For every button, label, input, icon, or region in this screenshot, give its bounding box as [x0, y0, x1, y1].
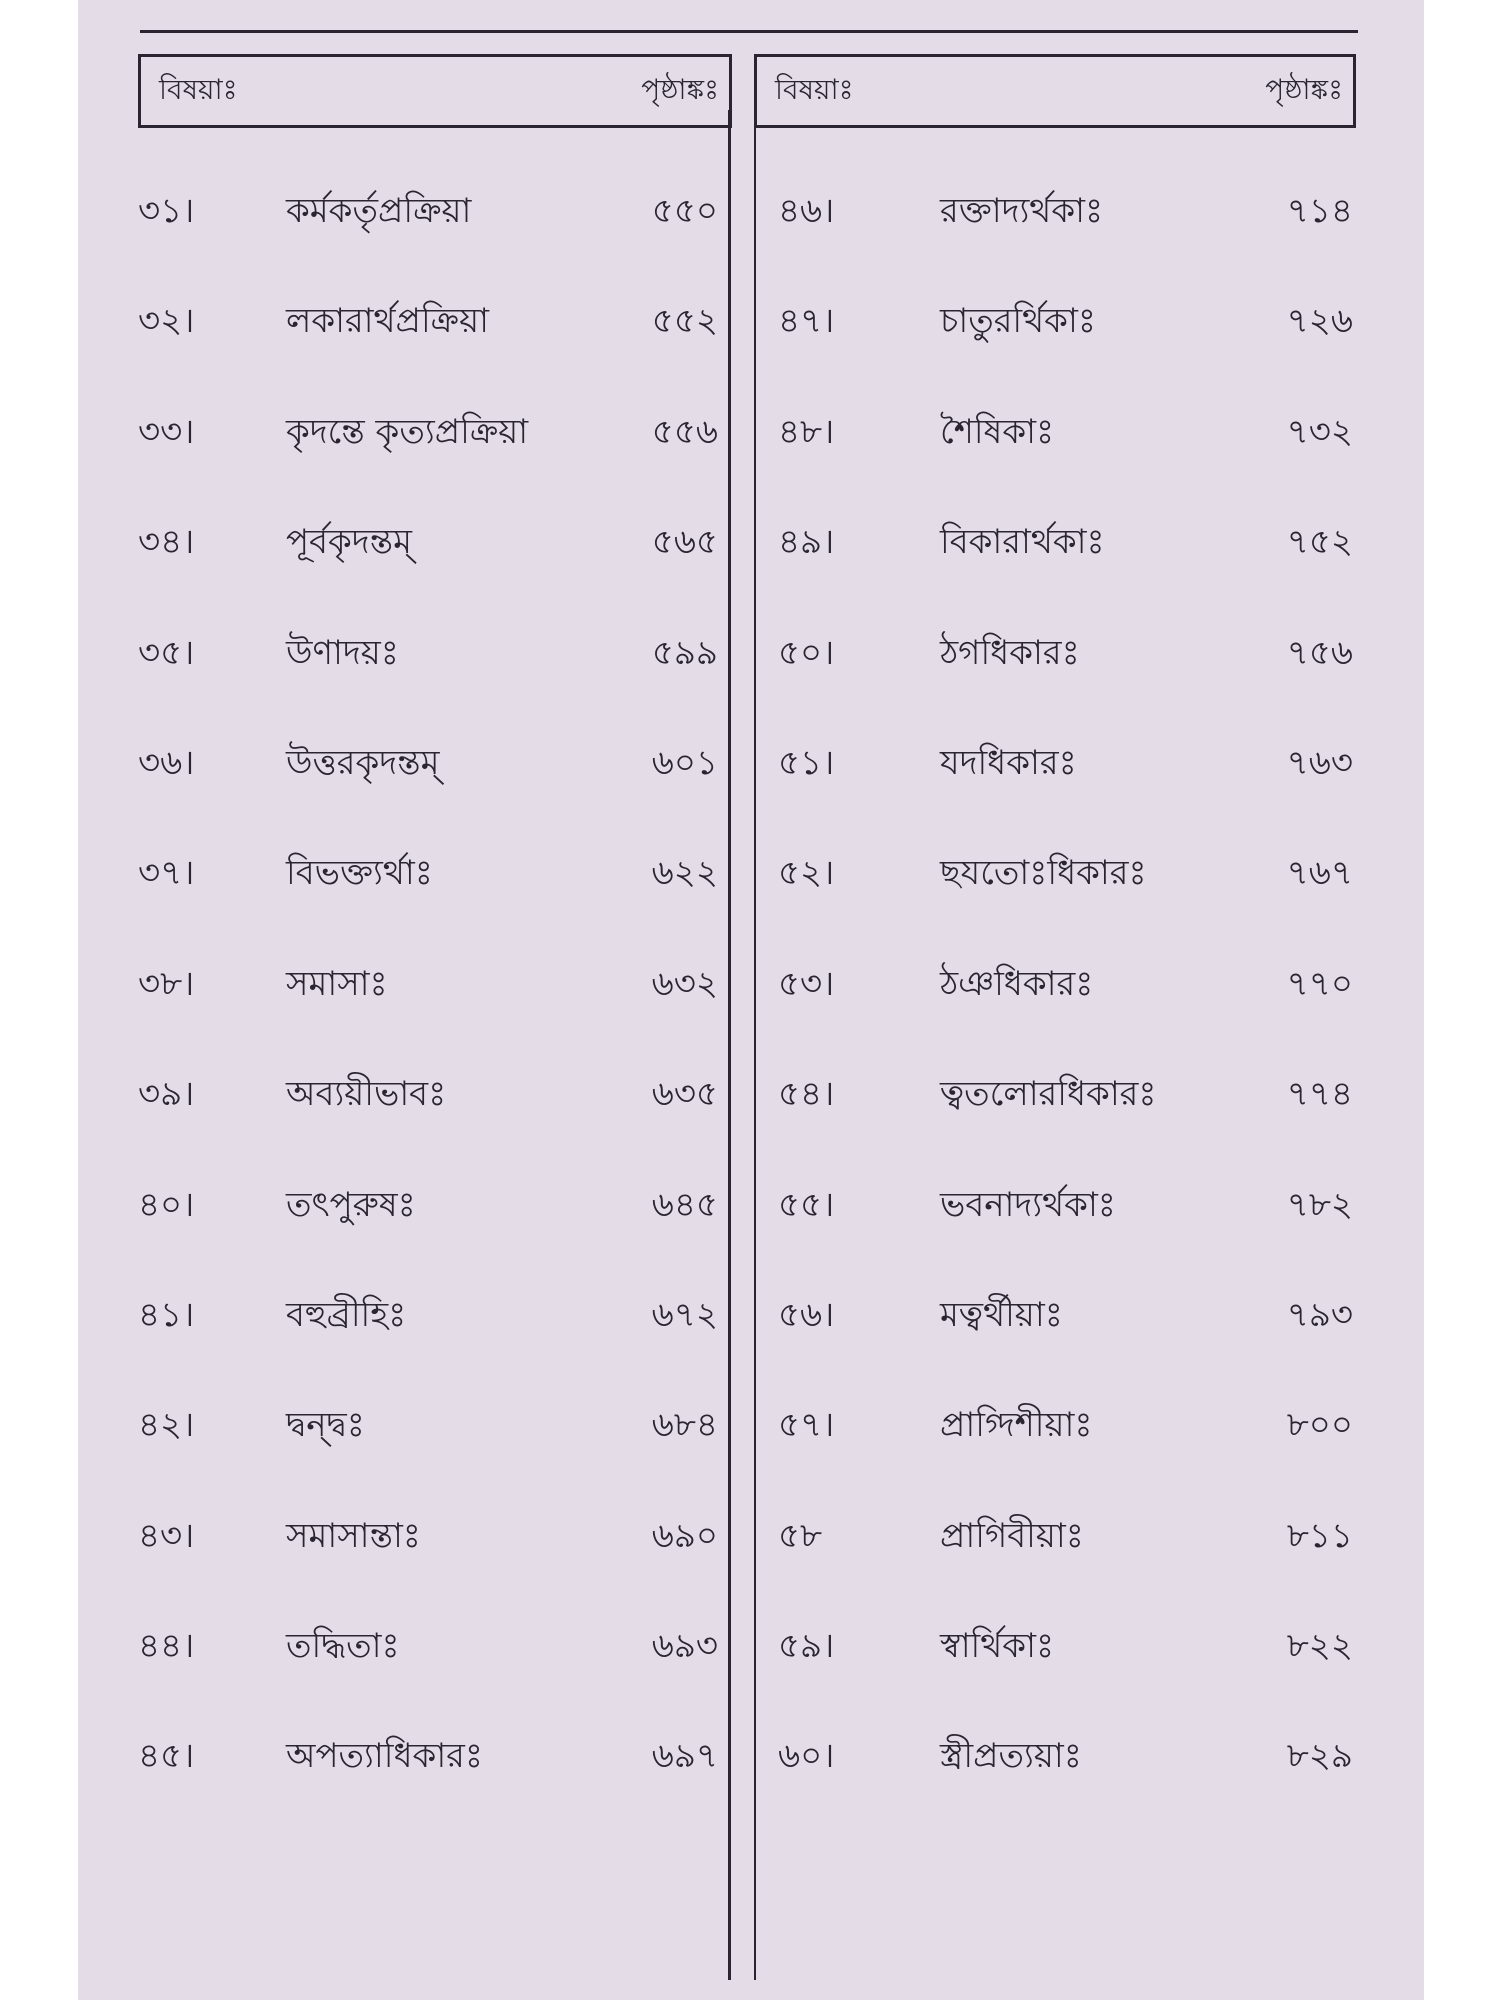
entry-title: ছযতোঃধিকারঃ	[940, 853, 1147, 894]
entry-number: ৩৫।	[138, 632, 195, 673]
entry-title: অব্যয়ীভাবঃ	[286, 1074, 447, 1115]
column-divider	[728, 110, 731, 1980]
entry-title: তদ্ধিতাঃ	[286, 1626, 400, 1667]
entry-title: রক্তাদ্যর্থকাঃ	[940, 191, 1104, 231]
entry-page-number: ৬০১	[651, 742, 718, 783]
entry-number: ৫৩।	[778, 963, 835, 1004]
header-right	[754, 54, 1356, 128]
column-divider	[754, 110, 756, 1980]
entry-page-number: ৭৭০	[1286, 963, 1353, 1004]
entry-number: ৫৮	[778, 1515, 823, 1556]
entry-number: ৩৩।	[138, 411, 195, 452]
entry-number: ৬০।	[778, 1736, 835, 1777]
contents-entry	[778, 1493, 1353, 1603]
entry-title: ঠগধিকারঃ	[940, 632, 1080, 673]
contents-entry	[778, 610, 1353, 720]
contents-entry	[778, 1272, 1353, 1382]
entry-title: স্ত্রীপ্রত্যয়াঃ	[940, 1736, 1082, 1777]
entry-page-number: ৬৯৩	[651, 1626, 718, 1667]
entry-page-number: ৬৯০	[651, 1515, 718, 1556]
entry-title: প্রাগিবীয়াঃ	[940, 1515, 1084, 1556]
entry-page-number: ৮১১	[1286, 1515, 1353, 1556]
page-label: পৃষ্ঠাঙ্কঃ	[641, 72, 719, 106]
contents-entry	[138, 1603, 718, 1713]
top-rule	[140, 30, 1358, 33]
contents-entry	[138, 1382, 718, 1492]
entry-number: ৫২।	[778, 853, 835, 894]
entry-title: কৃদন্তে কৃত্যপ্রক্রিয়া	[286, 411, 529, 452]
entry-title: উত্তরকৃদন্তম্	[286, 742, 440, 783]
entry-page-number: ৫৫০	[651, 191, 718, 231]
entry-title: অপত্যাধিকারঃ	[286, 1736, 484, 1777]
entry-title: সমাসান্তাঃ	[286, 1515, 421, 1556]
contents-entry	[138, 1051, 718, 1161]
entry-page-number: ৭৬৩	[1286, 742, 1353, 783]
entry-page-number: ৮২৯	[1286, 1736, 1353, 1777]
entry-title: চাতুরর্থিকাঃ	[940, 301, 1096, 342]
entry-page-number: ৭৭৪	[1286, 1074, 1353, 1115]
entry-page-number: ৭১৪	[1286, 191, 1353, 231]
entry-number: ৩৭।	[138, 853, 195, 894]
entry-number: ৩৮।	[138, 963, 195, 1004]
entry-number: ৫০।	[778, 632, 835, 673]
entry-page-number: ৮২২	[1286, 1626, 1353, 1667]
entry-number: ৪১।	[138, 1294, 195, 1335]
entry-number: ৪৪।	[138, 1626, 195, 1667]
page-label: পৃষ্ঠাঙ্কঃ	[1265, 72, 1343, 106]
contents-entry	[778, 941, 1353, 1051]
contents-entry	[138, 1713, 718, 1823]
contents-entry	[138, 168, 718, 278]
entry-page-number: ৫৫৬	[651, 411, 718, 452]
entry-number: ৪৮।	[778, 411, 835, 452]
entry-title: বিভক্ত্যর্থাঃ	[286, 853, 433, 894]
entry-title: স্বার্থিকাঃ	[940, 1626, 1055, 1667]
entry-page-number: ৫৯৯	[651, 632, 718, 673]
entry-title: শৈষিকাঃ	[940, 411, 1055, 452]
contents-entry	[778, 1162, 1353, 1272]
entry-title: প্রাগ্দিশীয়াঃ	[940, 1405, 1093, 1446]
entry-title: উণাদয়ঃ	[286, 632, 399, 673]
contents-entry	[138, 1493, 718, 1603]
contents-entry	[778, 278, 1353, 388]
entry-number: ৪৩।	[138, 1515, 195, 1556]
contents-entry	[778, 1603, 1353, 1713]
entry-page-number: ৫৫২	[651, 301, 718, 342]
contents-entry	[778, 1713, 1353, 1823]
entry-page-number: ৭৩২	[1286, 411, 1353, 452]
contents-entry	[138, 1162, 718, 1272]
entry-page-number: ৬২২	[651, 853, 718, 894]
entry-number: ৪০।	[138, 1184, 195, 1225]
contents-entry	[138, 941, 718, 1051]
entry-title: পূর্বকৃদন্তম্	[286, 522, 412, 563]
contents-entry	[778, 389, 1353, 499]
contents-column-left	[138, 168, 718, 1824]
entry-page-number: ৮০০	[1286, 1405, 1353, 1446]
entry-page-number: ৬৯৭	[651, 1736, 718, 1777]
entry-title: দ্বন্দ্বঃ	[286, 1405, 365, 1446]
entry-title: ত্বতলোরধিকারঃ	[940, 1074, 1157, 1115]
entry-page-number: ৬৪৫	[651, 1184, 718, 1225]
entry-number: ৩৪।	[138, 522, 195, 563]
entry-page-number: ৭৫২	[1286, 522, 1353, 563]
contents-entry	[138, 389, 718, 499]
entry-page-number: ৬৩৫	[651, 1074, 718, 1115]
entry-number: ৪৯।	[778, 522, 835, 563]
contents-entry	[778, 499, 1353, 609]
contents-column-right	[778, 168, 1353, 1824]
entry-number: ৩১।	[138, 191, 195, 231]
entry-number: ৪৫।	[138, 1736, 195, 1777]
entry-number: ৫৯।	[778, 1626, 835, 1667]
subject-label: বিষয়াঃ	[159, 72, 238, 106]
contents-entry	[138, 610, 718, 720]
subject-label: বিষয়াঃ	[775, 72, 854, 106]
entry-page-number: ৭৬৭	[1286, 853, 1353, 894]
entry-title: লকারার্থপ্রক্রিয়া	[286, 301, 489, 342]
entry-number: ৪৬।	[778, 191, 835, 231]
contents-entry	[778, 1051, 1353, 1161]
entry-number: ৫৭।	[778, 1405, 835, 1446]
contents-entry	[778, 830, 1353, 940]
entry-title: কর্মকর্তৃপ্রক্রিয়া	[286, 191, 472, 231]
entry-number: ৫১।	[778, 742, 835, 783]
entry-title: মত্বর্থীয়াঃ	[940, 1294, 1063, 1335]
entry-page-number: ৬৮৪	[651, 1405, 718, 1446]
entry-title: বহুব্রীহিঃ	[286, 1294, 407, 1335]
contents-entry	[778, 168, 1353, 278]
entry-page-number: ৫৬৫	[651, 522, 718, 563]
entry-title: ঠঞধিকারঃ	[940, 963, 1094, 1004]
contents-entry	[138, 1272, 718, 1382]
entry-page-number: ৬৩২	[651, 963, 718, 1004]
contents-entry	[138, 278, 718, 388]
entry-number: ৩৯।	[138, 1074, 195, 1115]
entry-title: ভবনাদ্যর্থকাঃ	[940, 1184, 1116, 1225]
entry-page-number: ৭৫৬	[1286, 632, 1353, 673]
entry-number: ৩২।	[138, 301, 195, 342]
entry-page-number: ৭২৬	[1286, 301, 1353, 342]
contents-entry	[778, 720, 1353, 830]
entry-page-number: ৭৯৩	[1286, 1294, 1353, 1335]
contents-entry	[138, 720, 718, 830]
entry-number: ৪৭।	[778, 301, 835, 342]
entry-title: বিকারার্থকাঃ	[940, 522, 1105, 563]
entry-page-number: ৬৭২	[651, 1294, 718, 1335]
contents-entry	[778, 1382, 1353, 1492]
entry-page-number: ৭৮২	[1286, 1184, 1353, 1225]
entry-number: ৪২।	[138, 1405, 195, 1446]
entry-number: ৩৬।	[138, 742, 195, 783]
entry-title: তৎপুরুষঃ	[286, 1184, 416, 1225]
entry-number: ৫৫।	[778, 1184, 835, 1225]
entry-number: ৫৪।	[778, 1074, 835, 1115]
entry-title: যদধিকারঃ	[940, 742, 1077, 783]
header-left	[138, 54, 732, 128]
book-page	[78, 0, 1424, 2000]
contents-entry	[138, 830, 718, 940]
entry-title: সমাসাঃ	[286, 963, 388, 1004]
entry-number: ৫৬।	[778, 1294, 835, 1335]
contents-entry	[138, 499, 718, 609]
